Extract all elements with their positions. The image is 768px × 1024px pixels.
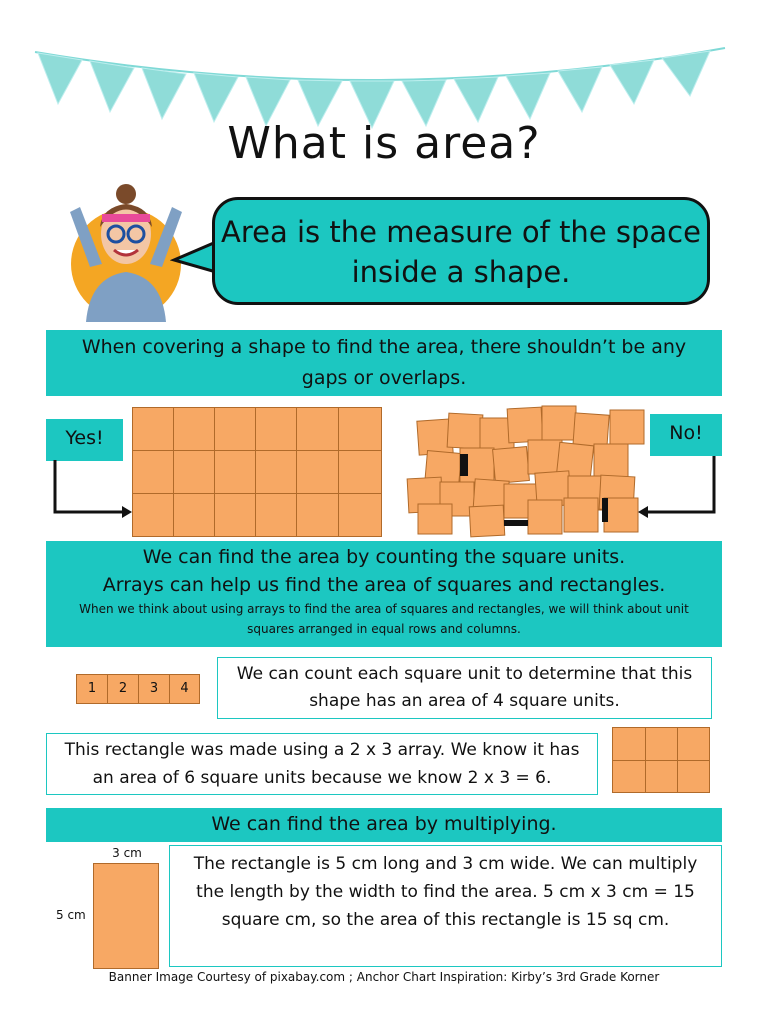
array-grid [612,727,710,793]
definition-bubble [212,197,710,305]
multiply-text-box: The rectangle is 5 cm long and 3 cm wide. We can multiply the length by the width to find the area. 5 cm x 3 cm = 15 square cm, so the area of this rectangle is 15 sq cm. [169,845,722,967]
counting-band [46,541,722,647]
strip-cell: 2 [107,674,139,704]
rect-top-label: 3 cm [112,846,142,860]
definition-text: Area is the measure of the space inside a shape. [221,215,701,289]
covering-note-band: When covering a shape to find the area, there shouldn’t be any gaps or overlaps. [46,330,722,396]
rect-side-label: 5 cm [56,908,86,922]
yes-arrow [48,460,132,520]
multiply-heading-band: We can find the area by multiplying. [46,808,722,842]
no-messy-squares [404,402,648,538]
no-arrow [636,456,720,520]
counting-line-2: Arrays can help us find the area of squares and rectangles. [102,574,666,596]
count-text-box: We can count each square unit to determine that this shape has an area of 4 square units. [217,657,712,719]
array-text-box: This rectangle was made using a 2 x 3 array. We know it has an area of 6 square units because we know 2 x 3 = 6. [46,733,598,795]
strip-cell: 1 [76,674,108,704]
number-strip [76,674,200,704]
counting-small-text: When we think about using arrays to find the area of squares and rectangles, we will think about unit squares arranged in equal rows and columns. [79,602,689,636]
footer-credits: Banner Image Courtesy of pixabay.com ; Anchor Chart Inspiration: Kirby’s 3rd Grade Korner [108,970,660,984]
yes-grid [132,407,382,537]
page-title: What is area? [227,118,541,169]
bunting-banner [30,40,730,130]
strip-cell: 3 [138,674,170,704]
yes-label: Yes! [46,419,123,461]
counting-line-1: We can find the area by counting the square units. [142,546,626,568]
no-label: No! [650,414,722,456]
strip-cell: 4 [169,674,200,704]
dimension-rectangle [93,863,159,969]
